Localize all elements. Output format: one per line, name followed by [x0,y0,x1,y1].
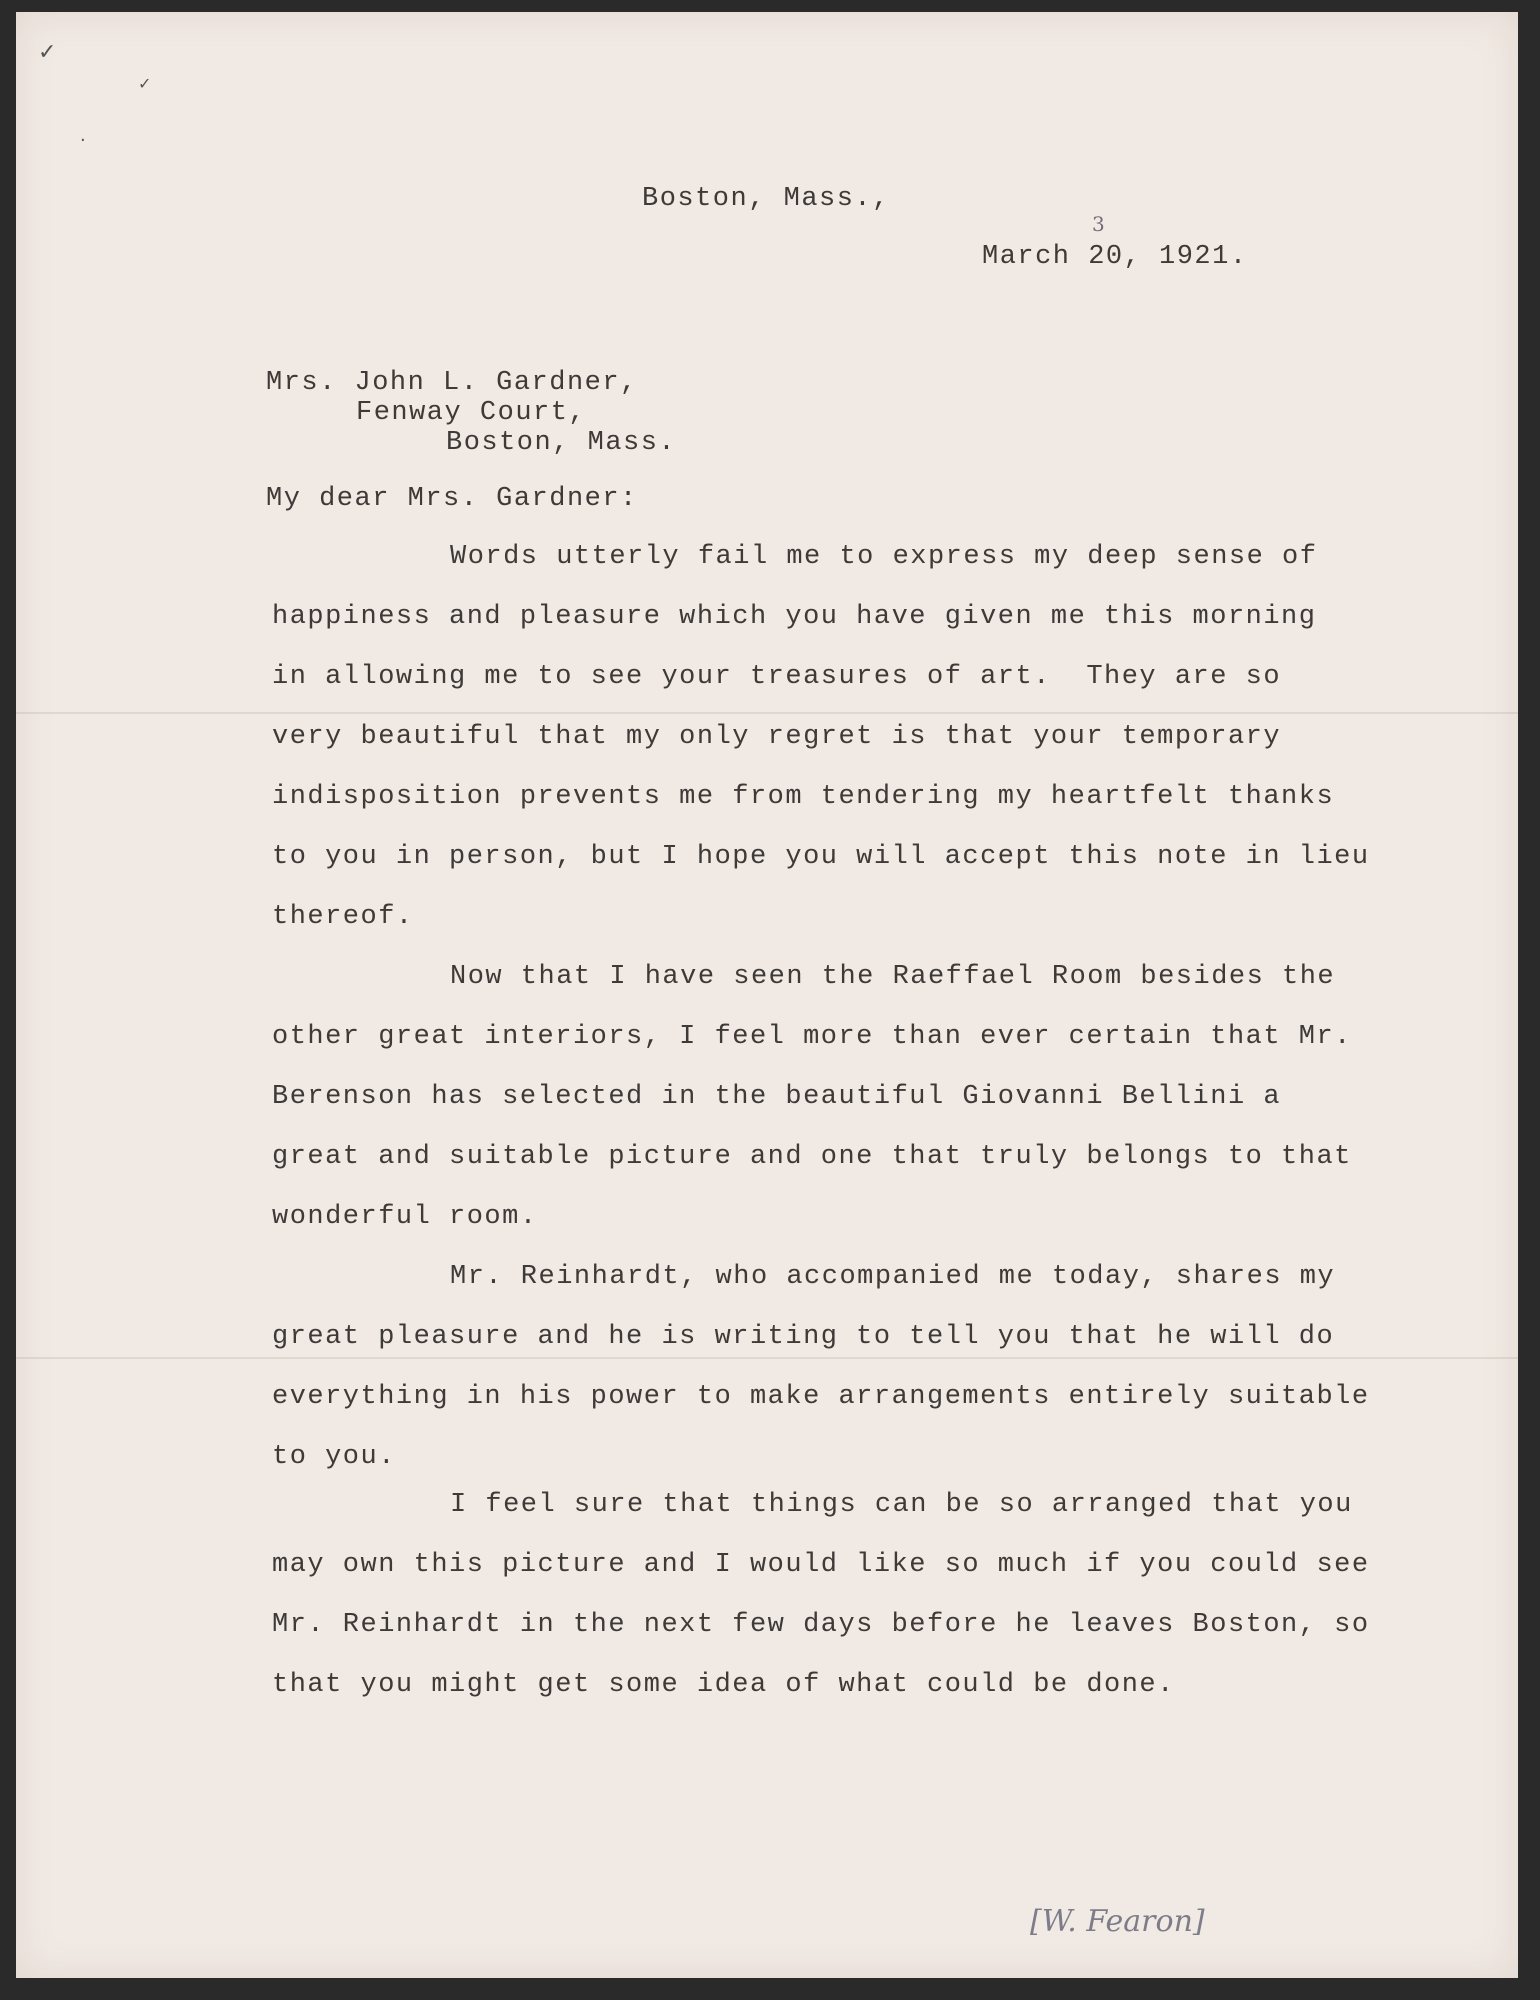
recipient-line: Mrs. John L. Gardner, [266,368,638,398]
body-line: great pleasure and he is writing to tell you that he will do [272,1322,1335,1352]
recipient-line: Fenway Court, [356,398,587,428]
recipient-line: Boston, Mass. [446,428,677,458]
check-mark: ✓ [38,40,57,65]
body-line: wonderful room. [272,1202,538,1232]
body-line: indisposition prevents me from tendering my heartfelt thanks [272,782,1335,812]
body-line: may own this picture and I would like so much if you could see [272,1550,1370,1580]
letter-place: Boston, Mass., [642,184,890,214]
body-line: everything in his power to make arrangements entirely suitable [272,1382,1370,1412]
margin-dot: · [80,130,86,151]
body-line: great and suitable picture and one that truly belongs to that [272,1142,1352,1172]
body-line: Mr. Reinhardt, who accompanied me today, shares my [450,1262,1336,1292]
body-line: other great interiors, I feel more than ever certain that Mr. [272,1022,1352,1052]
body-line: very beautiful that my only regret is that your temporary [272,722,1282,752]
salutation: My dear Mrs. Gardner: [266,484,638,514]
body-line: that you might get some idea of what could be done. [272,1670,1175,1700]
letter-sheet [16,12,1518,1978]
fold-line [16,1357,1518,1359]
letter-date: March 20, 1921. [982,242,1248,272]
date-correction: 3 [1092,212,1105,236]
body-line: Words utterly fail me to express my deep sense of [450,542,1318,572]
body-line: to you in person, but I hope you will accept this note in lieu [272,842,1370,872]
body-line: in allowing me to see your treasures of art. They are so [272,662,1282,692]
body-line: happiness and pleasure which you have given me this morning [272,602,1317,632]
body-line: I feel sure that things can be so arranged that you [450,1490,1353,1520]
body-line: thereof. [272,902,414,932]
fold-line [16,712,1518,714]
body-line: Berenson has selected in the beautiful Giovanni Bellini a [272,1082,1282,1112]
body-line: Now that I have seen the Raeffael Room besides the [450,962,1336,992]
tick-mark: ✓ [138,74,152,93]
body-line: Mr. Reinhardt in the next few days before he leaves Boston, so [272,1610,1370,1640]
body-line: to you. [272,1442,396,1472]
archival-annotation: [W. Fearon] [1030,1904,1205,1939]
